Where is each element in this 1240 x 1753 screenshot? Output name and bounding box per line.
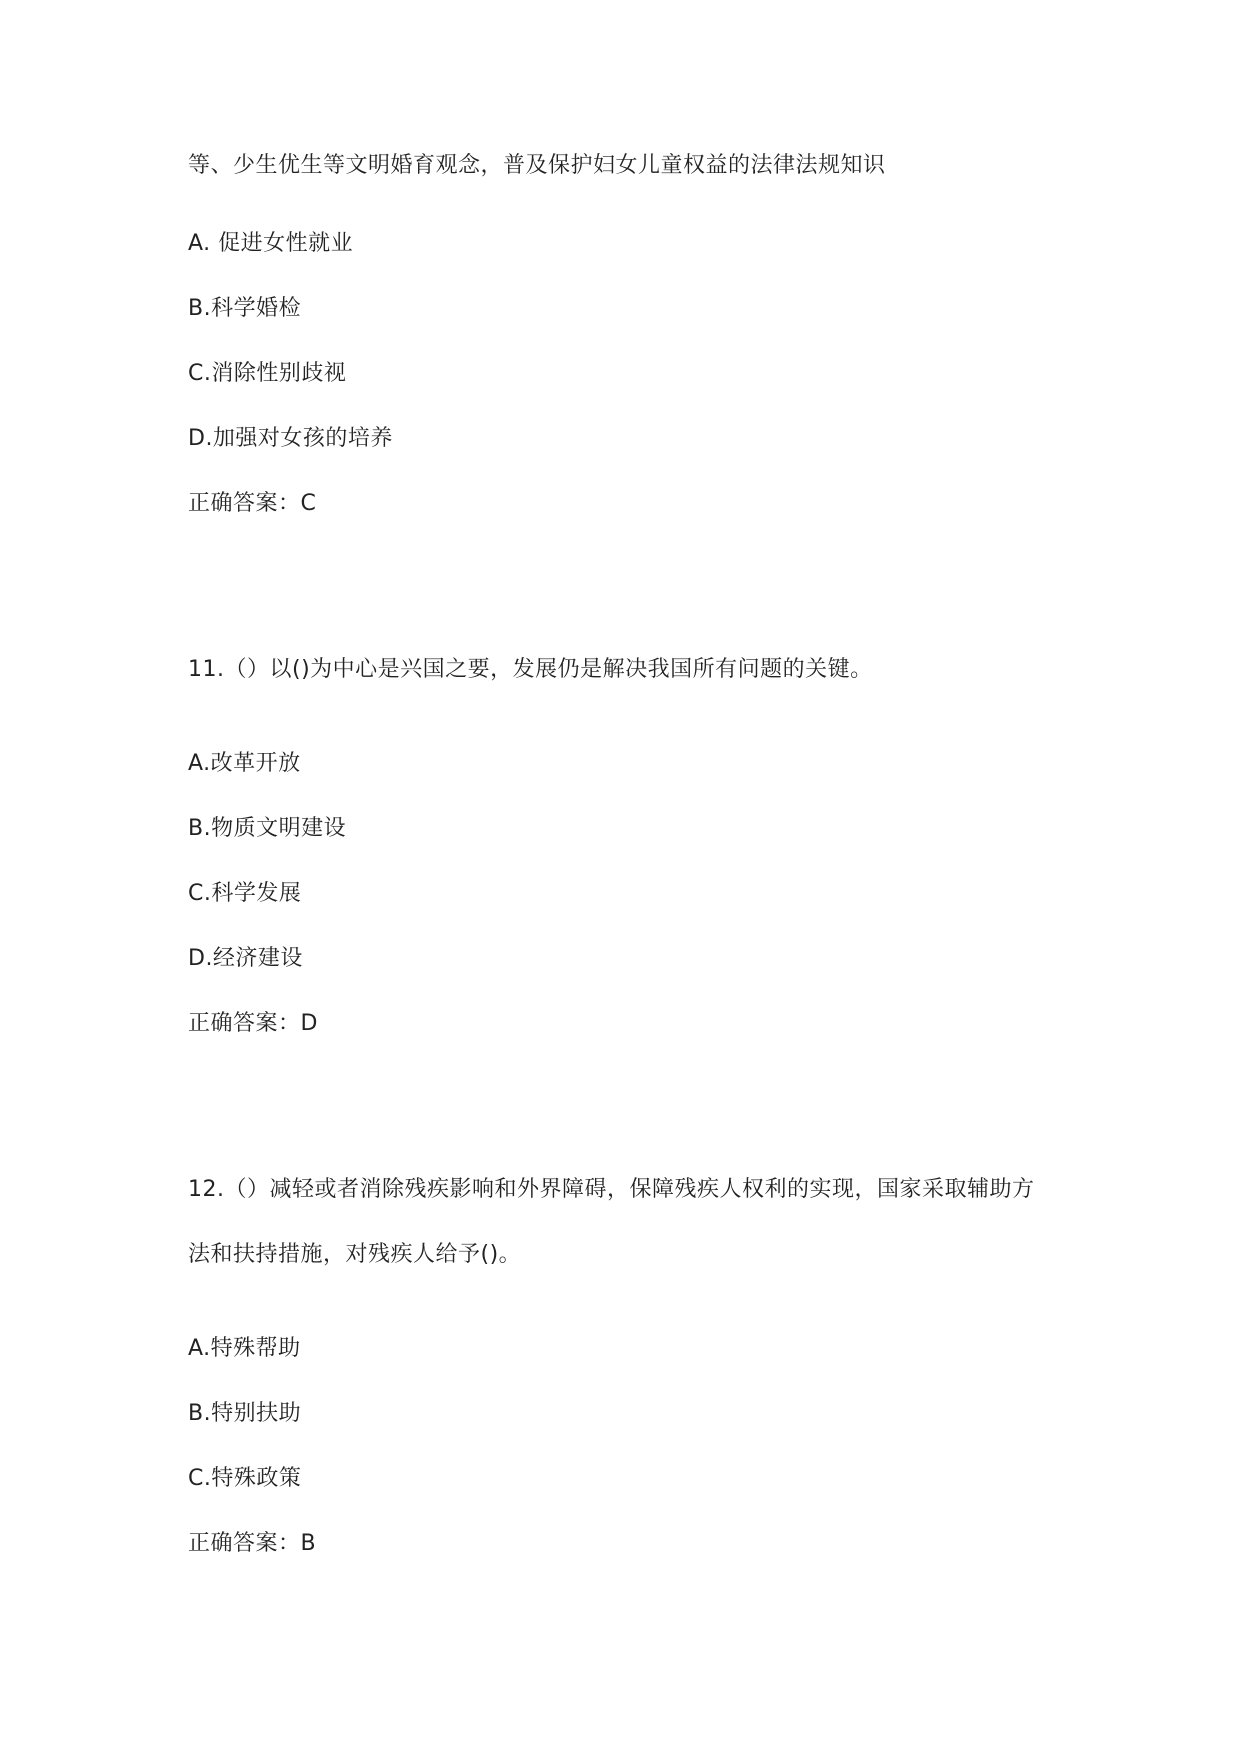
question-11-option-d: D.经济建设	[188, 946, 303, 971]
question-12-option-a: A.特殊帮助	[188, 1336, 301, 1361]
question-12-option-c: C.特殊政策	[188, 1466, 302, 1491]
question-12-text-line-1: 12.（）减轻或者消除残疾影响和外界障碍，保障残疾人权利的实现，国家采取辅助方	[188, 1177, 1035, 1202]
question-11-answer: 正确答案：D	[188, 1011, 318, 1036]
question-10-option-d: D.加强对女孩的培养	[188, 426, 393, 451]
question-12-text-line-2: 法和扶持措施，对残疾人给予()。	[188, 1242, 522, 1267]
question-10-option-c: C.消除性别歧视	[188, 361, 347, 386]
question-11-option-c: C.科学发展	[188, 881, 302, 906]
question-10-continuation: 等、少生优生等文明婚育观念，普及保护妇女儿童权益的法律法规知识	[188, 153, 886, 178]
question-11-option-b: B.物质文明建设	[188, 816, 347, 841]
question-12-answer: 正确答案：B	[188, 1531, 317, 1556]
question-10-option-b: B.科学婚检	[188, 296, 302, 321]
question-11-text: 11.（）以()为中心是兴国之要，发展仍是解决我国所有问题的关键。	[188, 657, 873, 682]
question-12-option-b: B.特别扶助	[188, 1401, 302, 1426]
question-10-option-a: A. 促进女性就业	[188, 231, 354, 256]
question-10-answer: 正确答案：C	[188, 491, 317, 516]
question-11-option-a: A.改革开放	[188, 751, 301, 776]
